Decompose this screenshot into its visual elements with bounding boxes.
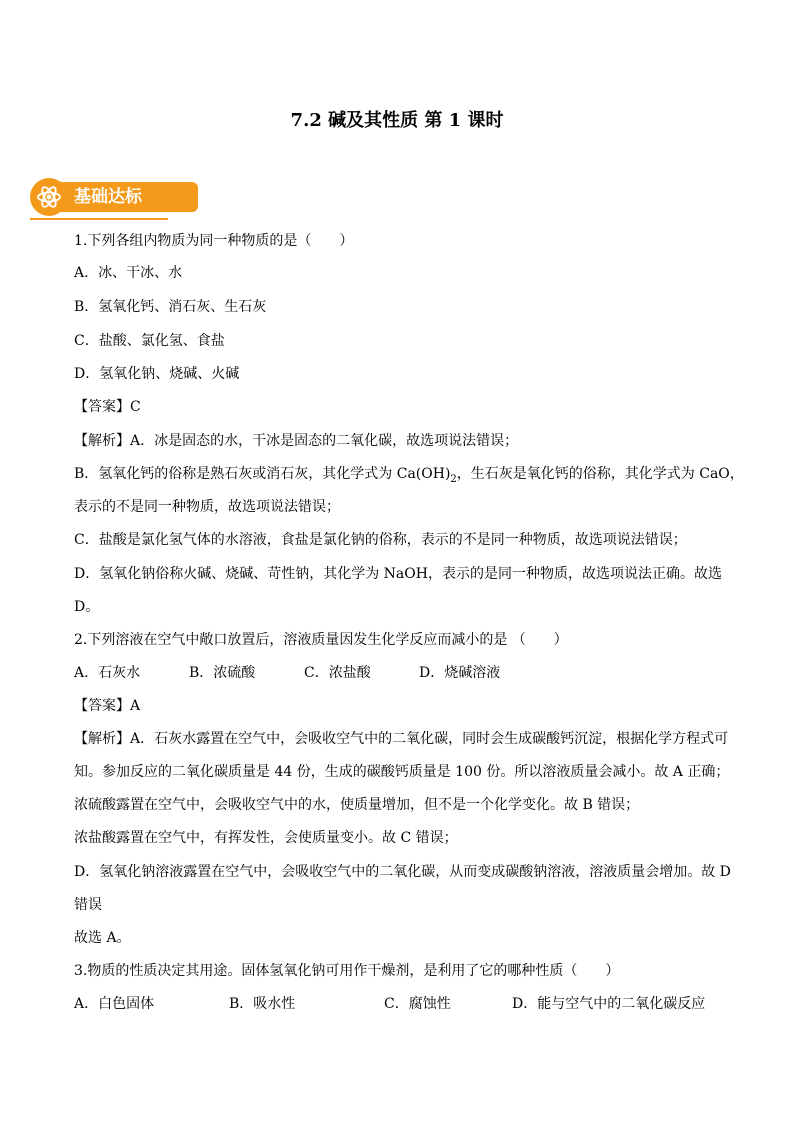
q1-option-b: B．氢氧化钙、消石灰、生石灰 — [74, 299, 267, 315]
q2-option-d: D．烧碱溶液 — [419, 665, 501, 681]
q3-option-c: C．腐蚀性 — [384, 996, 451, 1012]
q2-stem: 2.下列溶液在空气中敞口放置后，溶液质量因发生化学反应而减小的是 （ ） — [74, 632, 568, 648]
q1-explanation-2a: B．氢氧化钙的俗称是熟石灰或消石灰，其化学式为 Ca(OH) — [74, 466, 451, 482]
q1-explanation-4: C．盐酸是氯化氢气体的水溶液，食盐是氯化钠的俗称，表示的不是同一种物质，故选项说法错误； — [74, 532, 687, 548]
q1-explanation-6: D。 — [74, 599, 100, 615]
q1-stem: 1.下列各组内物质为同一种物质的是（ ） — [74, 233, 354, 249]
q2-option-b: B．浓硫酸 — [189, 665, 256, 681]
atom-icon — [35, 183, 63, 211]
q1-answer: 【答案】C — [74, 399, 141, 415]
q2-explanation-7: 故选 A。 — [74, 930, 131, 946]
q2-explanation-1: 【解析】A．石灰水露置在空气中，会吸收空气中的二氧化碳，同时会生成碳酸钙沉淀，根据化学方程式可 — [74, 731, 729, 747]
q2-option-a: A．石灰水 — [74, 665, 141, 681]
q1-option-a: A．冰、干冰、水 — [74, 265, 183, 281]
q2-explanation-6: 错误 — [74, 897, 102, 913]
q2-explanation-2: 知。参加反应的二氧化碳质量是 44 份，生成的碳酸钙质量是 100 份。所以溶液质量会减小。故 A 正确； — [74, 764, 730, 780]
q2-explanation-5: D．氢氧化钠溶液露置在空气中，会吸收空气中的二氧化碳，从而变成碳酸钠溶液，溶液质量会增加。故 D — [74, 864, 731, 880]
section-underline — [30, 218, 168, 220]
q1-explanation-1: 【解析】A．冰是固态的水，干冰是固态的二氧化碳，故选项说法错误； — [74, 433, 519, 449]
q2-explanation-3: 浓硫酸露置在空气中，会吸收空气中的水，使质量增加，但不是一个化学变化。故 B 错误； — [74, 797, 640, 813]
q3-stem: 3.物质的性质决定其用途。固体氢氧化钠可用作干燥剂，是利用了它的哪种性质（ ） — [74, 963, 620, 979]
q2-answer: 【答案】A — [74, 698, 141, 714]
q1-explanation-2b: ，生石灰是氧化钙的俗称，其化学式为 CaO， — [456, 466, 744, 482]
q1-explanation-2-subscript: 2 — [450, 473, 457, 485]
q3-option-b: B．吸水性 — [229, 996, 296, 1012]
page-title: 7.2 碱及其性质 第 1 课时 — [290, 110, 504, 131]
q1-explanation-5: D．氢氧化钠俗称火碱、烧碱、苛性钠，其化学为 NaOH，表示的是同一种物质，故选项说法正确。故选 — [74, 566, 722, 582]
q3-option-a: A．白色固体 — [74, 996, 155, 1012]
q1-explanation-3: 表示的不是同一种物质，故选项说法错误； — [74, 499, 340, 515]
q1-explanation-2 — [74, 465, 744, 489]
q2-explanation-4: 浓盐酸露置在空气中，有挥发性，会使质量变小。故 C 错误； — [74, 830, 458, 846]
q3-option-d: D．能与空气中的二氧化碳反应 — [512, 996, 706, 1012]
section-badge — [30, 178, 168, 216]
section-badge-label: 基础达标 — [74, 187, 142, 207]
q2-option-c: C．浓盐酸 — [304, 665, 371, 681]
section-badge-circle — [30, 178, 68, 216]
q1-option-d: D．氢氧化钠、烧碱、火碱 — [74, 366, 240, 382]
q1-option-c: C．盐酸、氯化氢、食盐 — [74, 333, 225, 349]
q2-options — [74, 664, 500, 682]
q3-options — [74, 995, 705, 1013]
